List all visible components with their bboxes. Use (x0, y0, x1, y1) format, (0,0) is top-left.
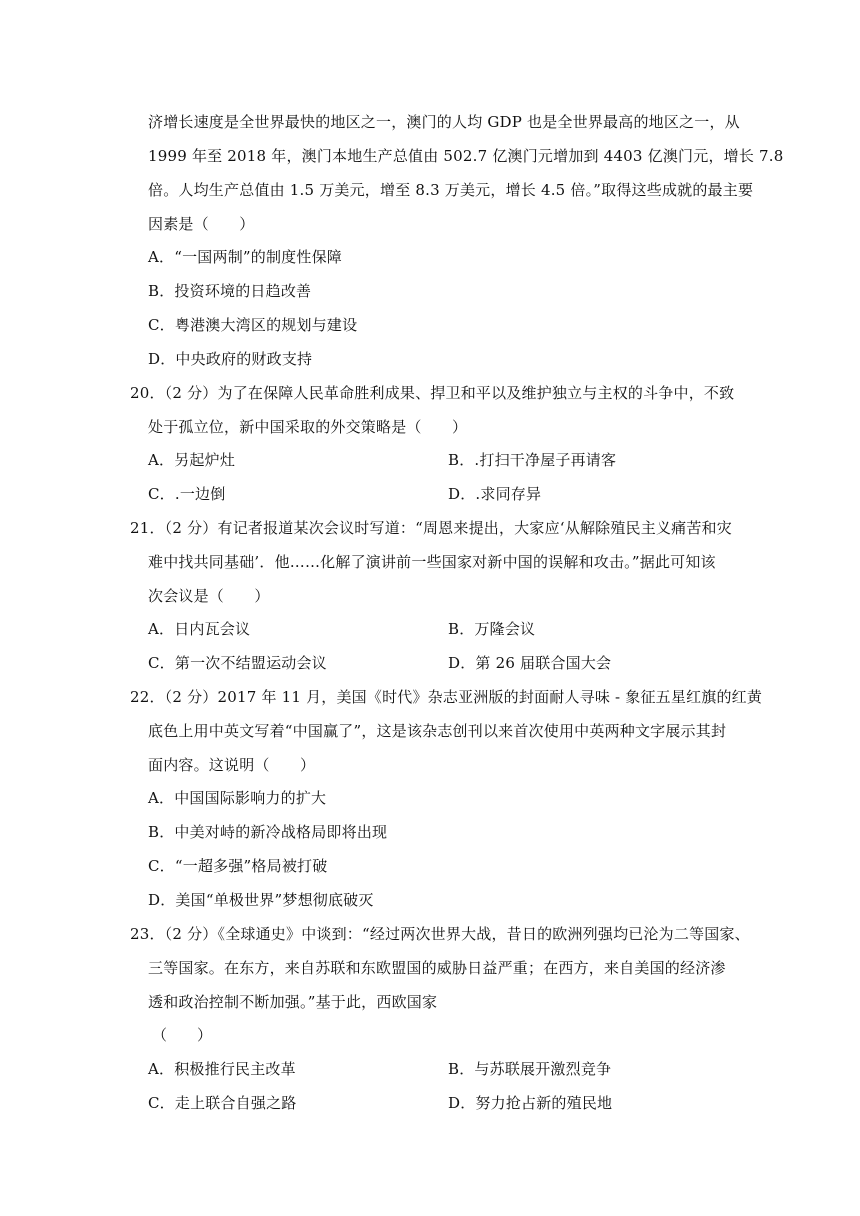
question-19-option-a: A．“一国两制”的制度性保障 (148, 248, 342, 266)
question-19-option-b: B．投资环境的日趋改善 (148, 282, 312, 300)
question-22-option-a: A．中国国际影响力的扩大 (148, 789, 327, 807)
question-22-text-line: 面内容。这说明（ ） (148, 756, 316, 774)
question-23-answer-paren: （ ） (152, 1026, 213, 1044)
question-19-text-line: 济增长速度是全世界最快的地区之一，澳门的人均 GDP 也是全世界最高的地区之一，从 (148, 113, 740, 131)
question-22-text-line: 22．（2 分）2017 年 11 月，美国《时代》杂志亚洲版的封面耐人寻味 - 象征五星红旗的红黄 (130, 688, 763, 706)
question-20-option-d: D．.求同存异 (448, 485, 542, 503)
question-20-text-line: 处于孤立位，新中国采取的外交策略是（ ） (148, 418, 468, 436)
question-23-text-line: 透和政治控制不断加强。”基于此，西欧国家 (148, 993, 438, 1011)
question-23-option-b: B．与苏联展开激烈竞争 (448, 1060, 612, 1078)
question-21-text-line: 21．（2 分）有记者报道某次会议时写道：“周恩来提出，大家应‘从解除殖民主义痛苦和灾 (130, 519, 732, 537)
question-23-text-line: 三等国家。在东方，来自苏联和东欧盟国的威胁日益严重；在西方，来自美国的经济渗 (148, 959, 726, 977)
question-20-text-line: 20．（2 分）为了在保障人民革命胜利成果、捍卫和平以及维护独立与主权的斗争中，不致 (130, 384, 735, 402)
question-21-option-a: A．日内瓦会议 (148, 620, 251, 638)
question-21-option-b: B．万隆会议 (448, 620, 536, 638)
question-19-option-c: C．粤港澳大湾区的规划与建设 (148, 316, 358, 334)
question-20-option-a: A．另起炉灶 (148, 451, 236, 469)
question-19-option-d: D．中央政府的财政支持 (148, 350, 313, 368)
question-21-option-d: D．第 26 届联合国大会 (448, 654, 612, 672)
question-19-text-line: 1999 年至 2018 年，澳门本地生产总值由 502.7 亿澳门元增加到 4403 亿澳门元，增长 7.8 (148, 147, 784, 165)
question-22-option-c: C．“一超多强”格局被打破 (148, 857, 328, 875)
question-23-option-d: D．努力抢占新的殖民地 (448, 1094, 613, 1112)
question-22-option-b: B．中美对峙的新冷战格局即将出现 (148, 823, 388, 841)
question-19-text-line: 倍。人均生产总值由 1.5 万美元，增至 8.3 万美元，增长 4.5 倍。”取得这些成就的最主要 (148, 181, 754, 199)
question-23-text-line: 23．（2 分）《全球通史》中谈到：“经过两次世界大战，昔日的欧洲列强均已沦为二等国家、 (130, 925, 750, 943)
question-23-option-c: C．走上联合自强之路 (148, 1094, 297, 1112)
question-20-option-c: C．.一边倒 (148, 485, 226, 503)
question-21-option-c: C．第一次不结盟运动会议 (148, 654, 327, 672)
question-19-text-line: 因素是（ ） (148, 215, 255, 233)
question-21-text-line: 次会议是（ ） (148, 587, 270, 605)
question-22-option-d: D．美国“单极世界”梦想彻底破灭 (148, 891, 374, 909)
question-20-option-b: B．.打扫干净屋子再请客 (448, 451, 617, 469)
question-22-text-line: 底色上用中英文写着“中国赢了”，这是该杂志创刊以来首次使用中英两种文字展示其封 (148, 722, 727, 740)
question-21-text-line: 难中找共同基础’．他……化解了演讲前一些国家对新中国的误解和攻击。”据此可知该 (148, 553, 716, 571)
question-23-option-a: A．积极推行民主改革 (148, 1060, 296, 1078)
